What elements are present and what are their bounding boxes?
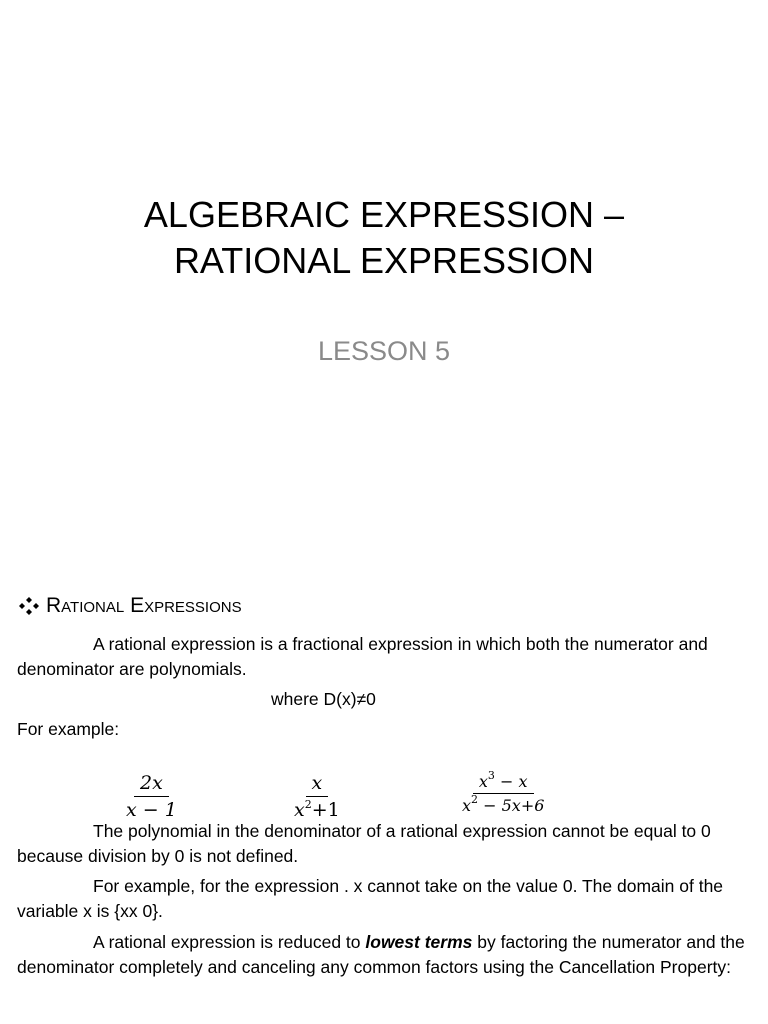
section-heading [18, 594, 242, 618]
domain-condition: where D(x)≠0 [271, 689, 376, 709]
slide-title [0, 192, 768, 284]
paragraph-domain-example: For example, for the expression . x cannot take on the value 0. The domain of the variable x is {xx 0}. [17, 876, 724, 921]
title-line-2: RATIONAL EXPRESSION [173, 240, 595, 281]
paragraph-denominator: The polynomial in the denominator of a rational expression cannot be equal to 0 because division by 0 is not defined. [17, 821, 711, 866]
for-example-label: For example: [17, 719, 120, 739]
slide-subtitle: LESSON 5 [317, 336, 451, 366]
paragraph-lowest-terms: A rational expression is reduced to lowest terms by factoring the numerator and the denominator completely and canceling any common factors using the Cancellation Property: [17, 932, 745, 977]
fraction-2: $\frac{x}{x^2+1}$ [294, 772, 340, 821]
fraction-1: $\frac{2x}{x - 1}$ [126, 772, 177, 821]
title-line-1: ALGEBRAIC EXPRESSION – [143, 194, 625, 235]
section-heading-text: Rational Expressions [46, 594, 242, 617]
diamond-bullet-icon [18, 597, 40, 615]
paragraph-definition: A rational expression is a fractional expression in which both the numerator and denominator are polynomials. [17, 634, 708, 679]
fraction-3: $\frac{x^3 - x}{x^2 - 5x+6}$ [462, 769, 545, 815]
